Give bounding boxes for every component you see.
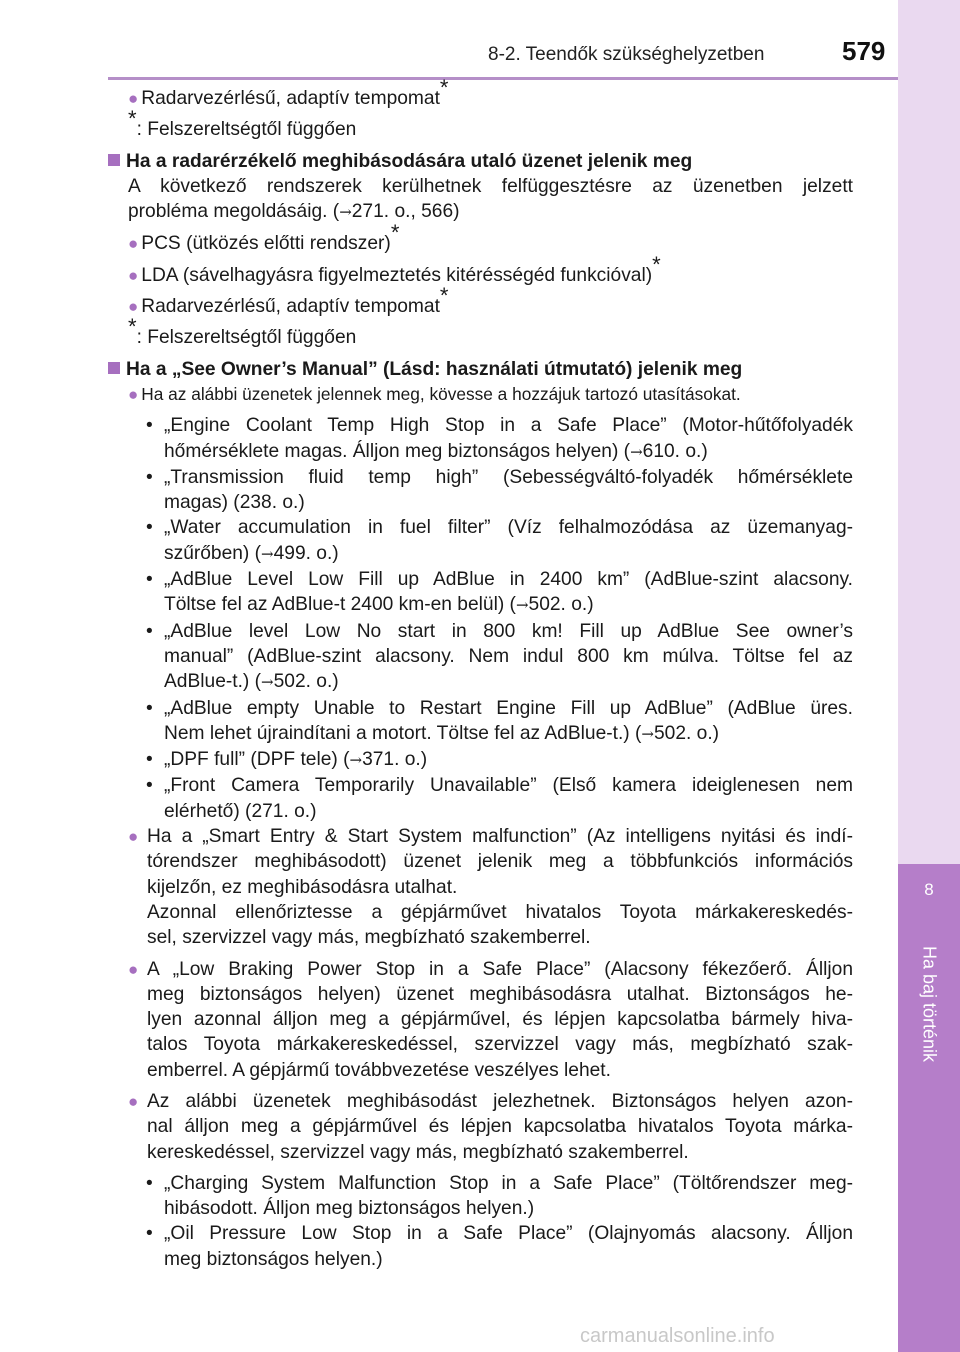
page-number: 579 xyxy=(842,36,886,66)
footnote: *: Felszereltségtől függően xyxy=(128,106,357,141)
list-item: ● Ha a „Smart Entry & Start System malfunction” (Az intelligens nyitási és indí- tórendszer meghibásodott) üzenet jelenik meg a többfunkciós információs kijelzőn, ez meghibásodásra utalhat. Azonnal ellenőriztesse a gépjárművet hivatalos Toyota márkakereskedés- sel, szervizzel vagy más, megbízható szakemberrel. xyxy=(128,826,853,949)
watermark: carmanualsonline.info xyxy=(580,1325,775,1347)
dash-bullet-icon: • xyxy=(146,620,153,642)
sidebar-tab-chapter xyxy=(898,864,960,1352)
message-item: • „AdBlue level Low No start in 800 km! Fill up AdBlue See owner’s manual” (AdBlue-szint alacsony. Nem indul 800 km múlva. Töltse fel az AdBlue-t.) (→502. o.) xyxy=(146,620,853,693)
arrow-icon: → xyxy=(349,751,363,770)
list-item: ● Radarvezérlésű, adaptív tempomat* xyxy=(128,75,449,109)
message-item: • „Engine Coolant Temp High Stop in a Safe Place” (Motor-hűtőfolyadék hőmérséklete magas. Álljon meg biztonságos helyen) (→610. o.) xyxy=(146,415,853,462)
arrow-icon: → xyxy=(261,544,274,563)
section-heading: Ha a „See Owner’s Manual” (Lásd: használati útmutató) jelenik meg xyxy=(108,357,853,382)
arrow-icon: → xyxy=(261,673,274,692)
list-item: ● Az alábbi üzenetek meghibásodást jelezhetnek. Biztonságos helyen azon- nal álljon meg a gépjárművel és lépjen kapcsolatba hivatalos Toyota márka- kereskedéssel, szervizzel vagy más, megbízható szakemberrel. xyxy=(128,1090,853,1163)
sidebar-tab-upper xyxy=(898,0,960,864)
dash-bullet-icon: • xyxy=(146,749,153,771)
dash-bullet-icon: • xyxy=(146,466,153,488)
dash-bullet-icon: • xyxy=(146,1223,153,1245)
footnote-star: * xyxy=(128,314,137,340)
list-item: ● Radarvezérlésű, adaptív tempomat* xyxy=(128,283,449,318)
arrow-icon: → xyxy=(515,596,529,615)
message-item: • „Oil Pressure Low Stop in a Safe Place” (Olajnyomás alacsony. Álljon meg biztonságos helyen.) xyxy=(146,1223,853,1270)
footnote-star: * xyxy=(439,283,449,309)
bullet-icon: ● xyxy=(128,827,139,847)
message-item: • „Charging System Malfunction Stop in a Safe Place” (Töltőrendszer meg- hibásodott. Álljon meg biztonságos helyen.) xyxy=(146,1172,853,1220)
dash-bullet-icon: • xyxy=(146,415,153,437)
message-item: • „AdBlue Level Low Fill up AdBlue in 2400 km” (AdBlue-szint alacsony. Töltse fel az AdBlue-t 2400 km-en belül) (→502. o.) xyxy=(146,569,853,616)
footnote-star: * xyxy=(128,106,137,132)
list-item: ● LDA (sávelhagyásra figyelmeztetés kitérésségéd funkcióval)* xyxy=(128,251,661,286)
message-item: • „AdBlue empty Unable to Restart Engine Fill up AdBlue” (AdBlue üres. Nem lehet újraindítani a motort. Töltse fel az AdBlue-t.) (→502. o.) xyxy=(146,697,853,744)
header-rule xyxy=(108,77,898,80)
page-content xyxy=(108,75,853,1272)
bullet-icon: ● xyxy=(128,1091,139,1111)
list-item: ● A „Low Braking Power Stop in a Safe Place” (Alacsony fékezőerő. Álljon meg biztonságos helyen) üzenet meghibásodásra utalhat. Biztonságos he- lyen azonnal álljon meg a gépjárművel, és lépjen kapcsolatba bármely hiva- talos Toyota márkakereskedéssel, szervizzel vagy más, megbízható szak- emberrel. A gépjármű továbbvezetése veszélyes lehet. xyxy=(128,958,853,1081)
bullet-icon: ● xyxy=(128,265,139,285)
paragraph-line: A következő rendszerek kerülhetnek felfüggesztésre az üzenetben jelzett xyxy=(128,175,853,197)
dash-bullet-icon: • xyxy=(146,569,153,591)
footnote-star: * xyxy=(652,251,661,277)
message-item: • „DPF full” (DPF tele) (→371. o.) xyxy=(108,747,853,773)
bullet-icon: ● xyxy=(128,384,139,404)
dash-bullet-icon: • xyxy=(146,517,153,539)
square-bullet-icon xyxy=(108,362,120,374)
dash-bullet-icon: • xyxy=(146,775,153,797)
dash-bullet-icon: • xyxy=(146,697,153,719)
list-item: ● Ha az alábbi üzenetek jelennek meg, kövesse a hozzájuk tartozó utasításokat. xyxy=(128,383,741,404)
arrow-icon: → xyxy=(630,442,643,461)
footnote: *: Felszereltségtől függően xyxy=(128,314,357,349)
section-heading: Ha a radarérzékelő meghibásodására utaló üzenet jelenik meg xyxy=(108,149,853,174)
list-item: ● PCS (ütközés előtti rendszer)* xyxy=(128,220,400,255)
paragraph-line: probléma megoldásáig. (→271. o., 566) xyxy=(128,201,460,223)
arrow-icon: → xyxy=(641,724,654,743)
bullet-icon: ● xyxy=(128,89,139,108)
bullet-icon: ● xyxy=(128,234,139,254)
square-bullet-icon xyxy=(108,154,120,166)
message-item: • „Transmission fluid temp high” (Sebességváltó-folyadék hőmérséklete magas) (238. o.) xyxy=(146,466,853,514)
bullet-icon: ● xyxy=(128,959,139,979)
dash-bullet-icon: • xyxy=(146,1172,153,1194)
chapter-number: 8 xyxy=(924,880,934,899)
arrow-icon: → xyxy=(339,203,352,222)
page-header-title: 8-2. Teendők szükséghelyzetben xyxy=(488,44,765,65)
footnote-star: * xyxy=(439,75,449,100)
footnote-star: * xyxy=(390,220,400,246)
chapter-label: Ha baj történik xyxy=(919,946,940,1063)
message-item: • „Front Camera Temporarily Unavailable” (Első kamera ideiglenesen nem elérhető) (271. o.) xyxy=(146,775,853,822)
message-item: • „Water accumulation in fuel filter” (Víz felhalmozódása az üzemanyag- szűrőben) (→499. o.) xyxy=(146,517,853,564)
bullet-icon: ● xyxy=(128,297,139,317)
